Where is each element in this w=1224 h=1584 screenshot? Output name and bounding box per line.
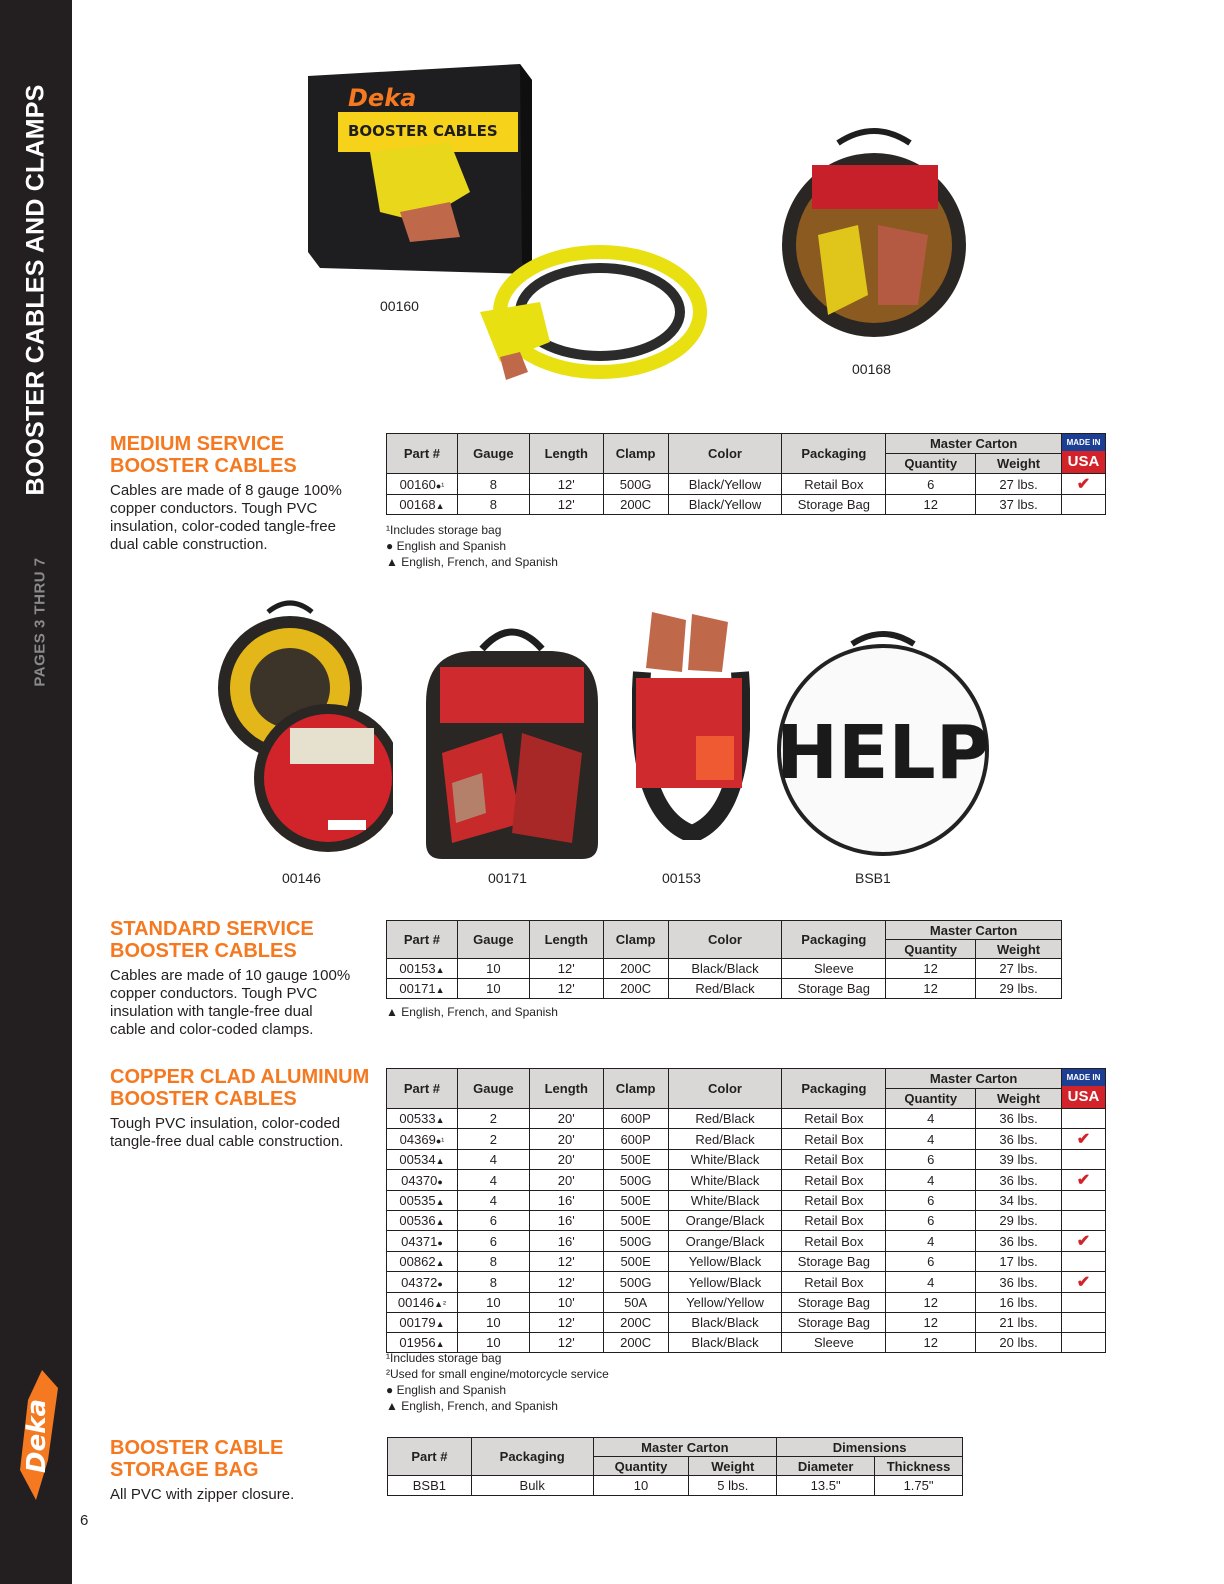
cell-clamp: 500E [603, 1252, 668, 1272]
col-quantity: Quantity [593, 1457, 689, 1476]
copper-description [110, 1115, 343, 1151]
col-master-carton: Master Carton [886, 434, 1062, 454]
desc-line: Cables are made of 10 gauge 100% [110, 967, 351, 984]
col-length: Length [529, 921, 603, 959]
cell-thickness: 1.75" [875, 1476, 963, 1496]
desc-line: tangle-free dual cable construction. [110, 1133, 344, 1150]
part-number: 00862 [399, 1254, 436, 1269]
cell-clamp: 200C [603, 1313, 668, 1333]
part-number: 04371 [401, 1233, 438, 1249]
note-line: ● English and Spanish [386, 539, 506, 553]
medium-heading-line1: MEDIUM SERVICE [110, 433, 285, 455]
cell-part [387, 959, 458, 979]
cell-gauge: 4 [457, 1170, 529, 1191]
cell-gauge: 10 [457, 959, 529, 979]
col-gauge: Gauge [457, 1069, 529, 1109]
cell-color: Black/Black [668, 1333, 782, 1353]
usa-check-icon: ✔ [1062, 474, 1106, 495]
cell-weight: 37 lbs. [976, 495, 1062, 515]
usa-check-icon [1061, 1150, 1105, 1170]
cell-part [387, 474, 458, 495]
copper-heading-line1: COPPER CLAD ALUMINUM [110, 1066, 370, 1088]
caption-00171: 00171 [488, 870, 527, 886]
cell-color: Orange/Black [668, 1231, 782, 1252]
sidebar [0, 0, 72, 1584]
standard-heading-line1: STANDARD SERVICE [110, 918, 314, 940]
table-row [387, 1272, 1106, 1293]
cell-packaging: Storage Bag [782, 1252, 886, 1272]
part-number: 04369 [399, 1131, 436, 1147]
cell-weight: 27 lbs. [976, 474, 1062, 495]
made-in-text: MADE IN [1062, 1069, 1105, 1086]
col-weight: Weight [689, 1457, 777, 1476]
cell-gauge: 4 [457, 1150, 529, 1170]
cell-packaging: Bulk [471, 1476, 593, 1496]
cell-packaging: Sleeve [782, 1333, 886, 1353]
bag-help-text: HELP [776, 710, 990, 796]
col-packaging: Packaging [471, 1438, 593, 1476]
col-part: Part # [387, 434, 458, 474]
note-line: ● English and Spanish [386, 1383, 506, 1397]
note-line: ▲ English, French, and Spanish [386, 1399, 558, 1413]
cell-length: 12' [529, 959, 603, 979]
col-diameter: Diameter [777, 1457, 875, 1476]
table-row [387, 1211, 1106, 1231]
cell-packaging: Retail Box [782, 1150, 886, 1170]
cell-length: 16' [529, 1231, 603, 1252]
cell-clamp: 600P [603, 1129, 668, 1150]
desc-line: Cables are made of 8 gauge 100% [110, 482, 342, 499]
cell-gauge: 2 [457, 1109, 529, 1129]
cell-gauge: 10 [457, 979, 529, 999]
cell-quantity: 4 [886, 1170, 976, 1191]
cell-clamp: 500G [603, 1231, 668, 1252]
cell-clamp: 200C [603, 1333, 668, 1353]
language-mark: ▲² [434, 1299, 446, 1309]
cell-packaging: Retail Box [782, 1109, 886, 1129]
cell-clamp: 200C [603, 979, 668, 999]
cell-length: 20' [529, 1170, 603, 1191]
cell-clamp: 500G [603, 1272, 668, 1293]
cell-color: Black/Black [668, 1313, 782, 1333]
col-length: Length [529, 1069, 603, 1109]
desc-line: Tough PVC insulation, color-coded [110, 1115, 341, 1132]
cell-length: 16' [529, 1211, 603, 1231]
standard-heading [110, 918, 314, 962]
standard-description [110, 967, 350, 1039]
part-number: 00179 [399, 1315, 436, 1330]
cell-color: Yellow/Yellow [668, 1293, 782, 1313]
col-dimensions: Dimensions [777, 1438, 963, 1457]
cell-quantity: 6 [886, 1252, 976, 1272]
cell-packaging: Storage Bag [782, 979, 886, 999]
col-packaging: Packaging [782, 434, 886, 474]
cell-gauge: 2 [457, 1129, 529, 1150]
table-row [387, 1231, 1106, 1252]
cell-weight: 39 lbs. [976, 1150, 1062, 1170]
note-line: ¹Includes storage bag [386, 1351, 502, 1365]
cell-part [387, 1252, 458, 1272]
language-mark: ●¹ [435, 480, 445, 491]
cell-diameter: 13.5" [777, 1476, 875, 1496]
cell-part [387, 1211, 458, 1231]
cell-quantity: 12 [886, 1293, 976, 1313]
standard-notes [386, 1004, 558, 1020]
cell-weight: 17 lbs. [976, 1252, 1062, 1272]
cell-length: 20' [529, 1150, 603, 1170]
language-mark: ▲ [435, 1197, 445, 1207]
deka-logo-icon [8, 1370, 64, 1500]
note-line: ▲ English, French, and Spanish [386, 1005, 558, 1019]
table-row [387, 1293, 1106, 1313]
usa-text: USA [1062, 451, 1105, 473]
storage-bag-00168-photo [778, 125, 970, 353]
caption-00146: 00146 [282, 870, 321, 886]
table-row [387, 979, 1062, 999]
col-packaging: Packaging [782, 921, 886, 959]
cell-color: Yellow/Black [668, 1252, 782, 1272]
cell-length: 20' [529, 1109, 603, 1129]
cell-length: 16' [529, 1191, 603, 1211]
cell-part [387, 1272, 458, 1293]
cell-gauge: 10 [457, 1293, 529, 1313]
cables-00153-photo [632, 612, 750, 840]
cell-quantity: 4 [886, 1272, 976, 1293]
cell-weight: 36 lbs. [976, 1272, 1062, 1293]
language-mark: ▲ [435, 1156, 445, 1166]
cell-length: 12' [529, 1272, 603, 1293]
part-number: 00153 [399, 961, 436, 976]
cell-clamp: 200C [603, 495, 668, 515]
col-quantity: Quantity [886, 1089, 976, 1109]
cell-part [387, 1170, 458, 1191]
cell-packaging: Retail Box [782, 1129, 886, 1150]
cell-length: 12' [529, 474, 603, 495]
cell-color: Red/Black [668, 1129, 782, 1150]
part-number: 00171 [399, 981, 436, 996]
cell-packaging: Retail Box [782, 1170, 886, 1191]
cell-packaging: Retail Box [782, 474, 886, 495]
cell-weight: 21 lbs. [976, 1313, 1062, 1333]
col-length: Length [529, 434, 603, 474]
cell-gauge: 8 [457, 1252, 529, 1272]
cell-clamp: 50A [603, 1293, 668, 1313]
cell-quantity: 4 [886, 1231, 976, 1252]
sidebar-title: BOOSTER CABLES AND CLAMPS [21, 84, 50, 496]
cell-length: 20' [529, 1129, 603, 1150]
svg-text:Deka: Deka [22, 1398, 52, 1473]
cell-weight: 16 lbs. [976, 1293, 1062, 1313]
usa-check-icon [1061, 1252, 1105, 1272]
language-mark: ▲ [435, 1339, 445, 1349]
usa-text: USA [1062, 1086, 1105, 1108]
cell-weight: 29 lbs. [976, 979, 1062, 999]
desc-line: All PVC with zipper closure. [110, 1486, 295, 1503]
cell-length: 12' [529, 979, 603, 999]
language-mark: ▲ [435, 501, 445, 511]
storage-bag-bsb1-photo [772, 628, 994, 856]
page-number: 6 [80, 1512, 89, 1529]
language-mark: ▲ [435, 1258, 445, 1268]
usa-check-icon [1061, 1333, 1105, 1353]
cell-weight: 36 lbs. [976, 1231, 1062, 1252]
col-gauge: Gauge [457, 434, 529, 474]
desc-line: insulation, color-coded tangle-free [110, 518, 336, 535]
cell-color: Black/Black [668, 959, 782, 979]
copper-heading-line2: BOOSTER CABLES [110, 1088, 297, 1110]
desc-line: cable and color-coded clamps. [110, 1021, 314, 1038]
cell-quantity: 6 [886, 474, 976, 495]
storage-heading [110, 1437, 283, 1481]
cell-packaging: Retail Box [782, 1272, 886, 1293]
col-clamp: Clamp [603, 921, 668, 959]
cell-quantity: 6 [886, 1211, 976, 1231]
made-in-text: MADE IN [1062, 434, 1105, 451]
col-color: Color [668, 434, 782, 474]
box-brand-text: Deka [348, 84, 417, 112]
cell-packaging: Retail Box [782, 1231, 886, 1252]
usa-check-icon: ✔ [1061, 1231, 1105, 1252]
col-quantity: Quantity [886, 940, 976, 959]
cell-length: 12' [529, 1313, 603, 1333]
cell-color: White/Black [668, 1191, 782, 1211]
language-mark: ●¹ [435, 1135, 445, 1146]
table-row [387, 495, 1106, 515]
copper-heading [110, 1066, 369, 1110]
cell-clamp: 500G [603, 474, 668, 495]
cell-packaging: Storage Bag [782, 1313, 886, 1333]
table-row [387, 1191, 1106, 1211]
desc-line: copper conductors. Tough PVC [110, 985, 318, 1002]
part-number: 00534 [399, 1152, 436, 1167]
language-mark: ▲ [435, 1319, 445, 1329]
desc-line: insulation with tangle-free dual [110, 1003, 313, 1020]
cell-quantity: 4 [886, 1129, 976, 1150]
storage-heading-line1: BOOSTER CABLE [110, 1437, 284, 1459]
cell-color: Red/Black [668, 979, 782, 999]
cell-part [387, 1129, 458, 1150]
part-number: 00160 [399, 476, 436, 492]
sidebar-pages: PAGES 3 THRU 7 [31, 557, 49, 687]
cell-weight: 36 lbs. [976, 1109, 1062, 1129]
caption-00160: 00160 [380, 298, 419, 314]
cell-quantity: 12 [886, 495, 976, 515]
box-title-text: BOOSTER CABLES [348, 122, 498, 140]
cell-gauge: 6 [457, 1211, 529, 1231]
table-row [387, 1150, 1106, 1170]
made-in-usa-badge [1062, 434, 1106, 474]
table-row [387, 1109, 1106, 1129]
made-in-usa-badge [1061, 1069, 1105, 1109]
part-number: 00533 [399, 1111, 436, 1126]
cell-gauge: 6 [457, 1231, 529, 1252]
cell-part [387, 1293, 458, 1313]
col-color: Color [668, 1069, 782, 1109]
cell-gauge: 8 [457, 474, 529, 495]
part-number: 01956 [399, 1335, 436, 1350]
cell-clamp: 500E [603, 1150, 668, 1170]
cell-part [387, 495, 458, 515]
cell-color: Orange/Black [668, 1211, 782, 1231]
cell-part [387, 1313, 458, 1333]
cell-part [387, 979, 458, 999]
medium-notes [386, 522, 558, 570]
usa-check-icon [1061, 1211, 1105, 1231]
cell-gauge: 4 [457, 1191, 529, 1211]
cell-length: 12' [529, 1252, 603, 1272]
cell-part [387, 1150, 458, 1170]
language-mark: ▲ [435, 965, 445, 975]
cell-quantity: 12 [886, 959, 976, 979]
cell-clamp: 500E [603, 1211, 668, 1231]
usa-check-icon [1061, 1109, 1105, 1129]
cell-length: 12' [529, 1333, 603, 1353]
cell-quantity: 12 [886, 979, 976, 999]
cell-color: White/Black [668, 1150, 782, 1170]
medium-description [110, 482, 342, 554]
storage-description [110, 1486, 294, 1504]
col-quantity: Quantity [886, 454, 976, 474]
part-number: 04372 [401, 1274, 438, 1290]
usa-check-icon [1062, 495, 1106, 515]
medium-spec-table [386, 433, 1106, 515]
table-row [387, 1170, 1106, 1191]
cell-quantity: 6 [886, 1191, 976, 1211]
cell-quantity: 12 [886, 1313, 976, 1333]
language-mark: ▲ [435, 1115, 445, 1125]
caption-00153: 00153 [662, 870, 701, 886]
cell-part: BSB1 [388, 1476, 472, 1496]
cell-color: Black/Yellow [668, 474, 782, 495]
usa-check-icon: ✔ [1061, 1272, 1105, 1293]
table-row [387, 959, 1062, 979]
col-weight: Weight [976, 1089, 1062, 1109]
language-mark: ● [437, 1237, 443, 1248]
table-row [387, 1313, 1106, 1333]
part-number: 00168 [399, 497, 436, 512]
cell-clamp: 600P [603, 1109, 668, 1129]
col-part: Part # [387, 1069, 458, 1109]
note-line: ²Used for small engine/motorcycle service [386, 1367, 609, 1381]
cell-length: 10' [529, 1293, 603, 1313]
cell-packaging: Storage Bag [782, 1293, 886, 1313]
copper-spec-table [386, 1068, 1106, 1353]
cell-weight: 5 lbs. [689, 1476, 777, 1496]
table-row [387, 474, 1106, 495]
col-master-carton: Master Carton [886, 921, 1062, 940]
cell-gauge: 8 [457, 495, 529, 515]
cell-part [387, 1109, 458, 1129]
cell-packaging: Sleeve [782, 959, 886, 979]
caption-bsb1: BSB1 [855, 870, 891, 886]
usa-check-icon [1061, 1191, 1105, 1211]
part-number: 00535 [399, 1193, 436, 1208]
cell-part [387, 1191, 458, 1211]
cell-quantity: 6 [886, 1150, 976, 1170]
usa-check-icon [1061, 1293, 1105, 1313]
language-mark: ▲ [435, 1217, 445, 1227]
booster-cables-box-photo [300, 62, 710, 402]
cell-weight: 27 lbs. [976, 959, 1062, 979]
standard-spec-table [386, 920, 1062, 999]
part-number: 00536 [399, 1213, 436, 1228]
cell-weight: 20 lbs. [976, 1333, 1062, 1353]
language-mark: ▲ [435, 985, 445, 995]
cell-weight: 29 lbs. [976, 1211, 1062, 1231]
language-mark: ● [437, 1278, 443, 1289]
part-number: 04370 [401, 1172, 438, 1188]
cell-color: Black/Yellow [668, 495, 782, 515]
col-color: Color [668, 921, 782, 959]
cell-gauge: 10 [457, 1313, 529, 1333]
caption-00168: 00168 [852, 361, 891, 377]
col-packaging: Packaging [782, 1069, 886, 1109]
cell-gauge: 10 [457, 1333, 529, 1353]
table-row [387, 1252, 1106, 1272]
cell-clamp: 200C [603, 959, 668, 979]
cell-color: Yellow/Black [668, 1272, 782, 1293]
col-clamp: Clamp [603, 434, 668, 474]
cell-color: White/Black [668, 1170, 782, 1191]
col-gauge: Gauge [457, 921, 529, 959]
col-master-carton: Master Carton [593, 1438, 777, 1457]
col-weight: Weight [976, 940, 1062, 959]
cell-quantity: 12 [886, 1333, 976, 1353]
standard-heading-line2: BOOSTER CABLES [110, 940, 297, 962]
cell-length: 12' [529, 495, 603, 515]
table-row [388, 1476, 963, 1496]
cell-quantity: 4 [886, 1109, 976, 1129]
cables-00146-photo [218, 598, 393, 856]
medium-heading [110, 433, 297, 477]
col-master-carton: Master Carton [886, 1069, 1062, 1089]
usa-check-icon: ✔ [1061, 1170, 1105, 1191]
cell-part [387, 1231, 458, 1252]
desc-line: copper conductors. Tough PVC [110, 500, 318, 517]
medium-heading-line2: BOOSTER CABLES [110, 455, 297, 477]
copper-notes [386, 1350, 609, 1414]
cell-gauge: 8 [457, 1272, 529, 1293]
storage-spec-table [387, 1437, 963, 1496]
col-part: Part # [387, 921, 458, 959]
usa-check-icon: ✔ [1061, 1129, 1105, 1150]
cell-clamp: 500E [603, 1191, 668, 1211]
col-part: Part # [388, 1438, 472, 1476]
cell-packaging: Retail Box [782, 1191, 886, 1211]
desc-line: dual cable construction. [110, 536, 268, 553]
note-line: ▲ English, French, and Spanish [386, 555, 558, 569]
col-thickness: Thickness [875, 1457, 963, 1476]
language-mark: ● [437, 1176, 443, 1187]
cell-weight: 34 lbs. [976, 1191, 1062, 1211]
usa-check-icon [1061, 1313, 1105, 1333]
cell-packaging: Storage Bag [782, 495, 886, 515]
storage-heading-line2: STORAGE BAG [110, 1459, 259, 1481]
storage-bag-00171-photo [412, 623, 612, 861]
cell-weight: 36 lbs. [976, 1170, 1062, 1191]
col-clamp: Clamp [603, 1069, 668, 1109]
table-row [387, 1129, 1106, 1150]
cell-color: Red/Black [668, 1109, 782, 1129]
part-number: 00146 [397, 1295, 435, 1310]
cell-clamp: 500G [603, 1170, 668, 1191]
note-line: ¹Includes storage bag [386, 523, 502, 537]
cell-packaging: Retail Box [782, 1211, 886, 1231]
cell-weight: 36 lbs. [976, 1129, 1062, 1150]
col-weight: Weight [976, 454, 1062, 474]
cell-quantity: 10 [593, 1476, 689, 1496]
